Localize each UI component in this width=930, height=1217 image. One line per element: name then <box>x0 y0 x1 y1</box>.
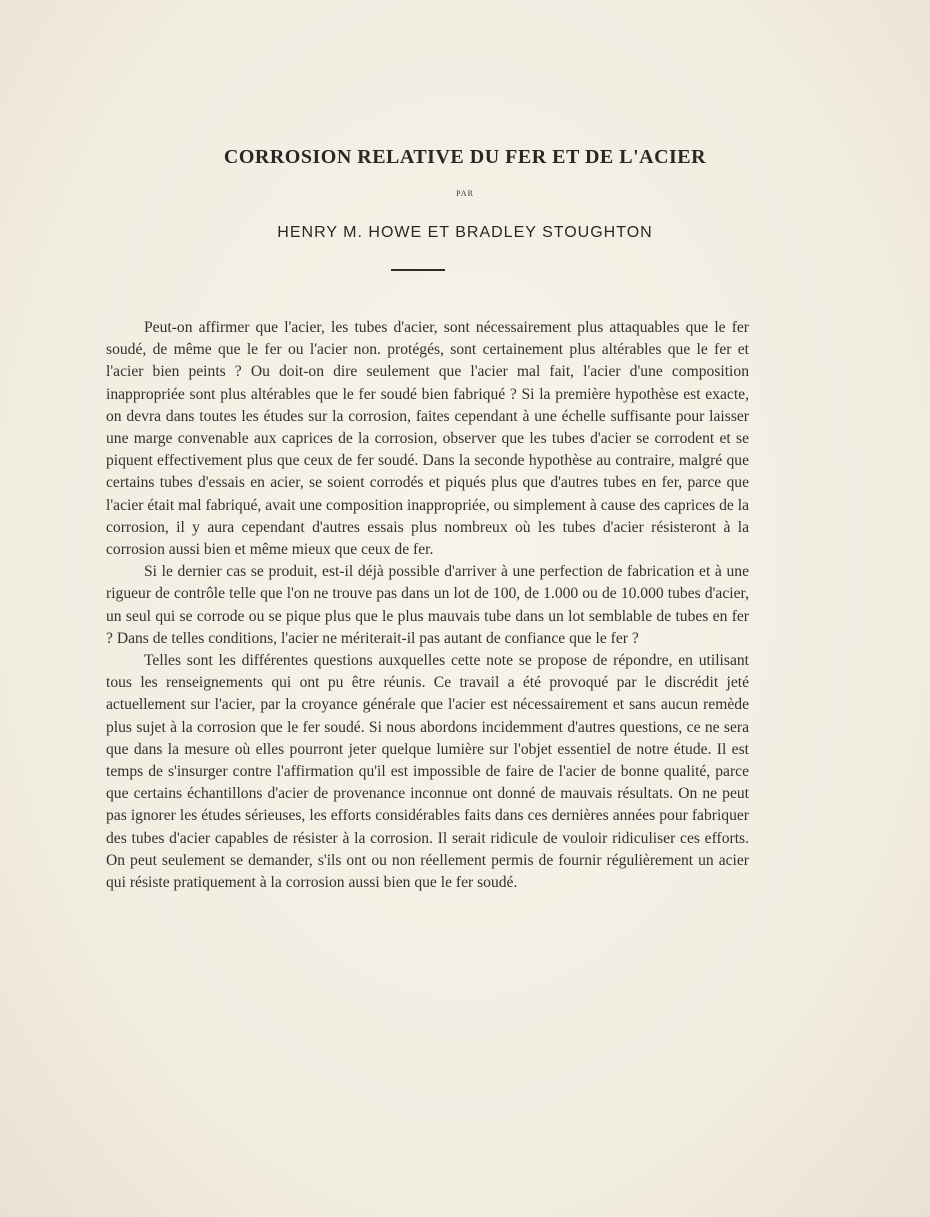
paragraph-1: Peut-on affirmer que l'acier, les tubes d'acier, sont nécessairement plus attaquables que le fer soudé, de même que le fer ou l'acier non. protégés, sont certainement plus altérables que le fer et l'acier bien peints ? Ou doit-on dire seulement que l'acier mal fait, l'acier d'une composition inappropriée sont plus altérables que le fer soudé bien fabriqué ? Si la première hypothèse est exacte, on devra dans toutes les études sur la corrosion, faites cependant à une échelle suffisante pour laisser une marge convenable aux caprices de la corrosion, observer que les tubes d'acier se corrodent et se piquent effectivement plus que ceux de fer soudé. Dans la seconde hypothèse au contraire, malgré que certains tubes d'essais en acier, se soient corrodés et piqués plus que d'autres tubes en fer, parce que l'acier était mal fabriqué, avait une composition inappropriée, ou simplement à cause des caprices de la corrosion, il y aura cependant d'autres essais plus nombreux où les tubes d'acier résisteront à la corrosion aussi bien et même mieux que ceux de fer. <box>106 319 749 559</box>
paragraph-2: Si le dernier cas se produit, est-il déjà possible d'arriver à une perfection de fabrication et à une rigueur de contrôle telle que l'on ne trouve pas dans un lot de 100, de 1.000 ou de 10.000 tubes d'acier, un seul qui se corrode ou se pique plus que le plus mauvais tube dans un lot semblable de tubes en fer ? Dans de telles conditions, l'acier ne mériterait-il pas autant de confiance que le fer ? <box>106 563 749 647</box>
article-authors: HENRY M. HOWE ET BRADLEY STOUGHTON <box>277 224 653 241</box>
title-divider <box>391 269 445 271</box>
article-body <box>106 317 749 894</box>
article-title: CORROSION RELATIVE DU FER ET DE L'ACIER <box>223 146 707 168</box>
paragraph-3: Telles sont les différentes questions auxquelles cette note se propose de répondre, en utilisant tous les renseignements qui ont pu être réunis. Ce travail a été provoqué par le discrédit jeté actuellement sur l'acier, par la croyance générale que l'acier est nécessairement et sans aucun remède plus sujet à la corrosion que le fer soudé. Si nous abordons incidemment d'autres questions, ce ne sera que dans la mesure où elles pourront jeter quelque lumière sur l'objet essentiel de notre étude. Il est temps de s'insurger contre l'affirmation qu'il est impossible de faire de l'acier de bonne qualité, parce que certains échantillons d'acier de provenance inconnue ont donné de mauvais résultats. On ne peut pas ignorer les études sérieuses, les efforts considérables faits dans ces dernières années pour fabriquer des tubes d'acier capables de résister à la corrosion. Il serait ridicule de vouloir ridiculiser ces efforts. On peut seulement se demander, s'ils ont ou non réellement permis de fournir régulièrement un acier qui résiste pratiquement à la corrosion aussi bien que le fer soudé. <box>106 652 749 892</box>
byline-par: PAR <box>456 189 474 198</box>
